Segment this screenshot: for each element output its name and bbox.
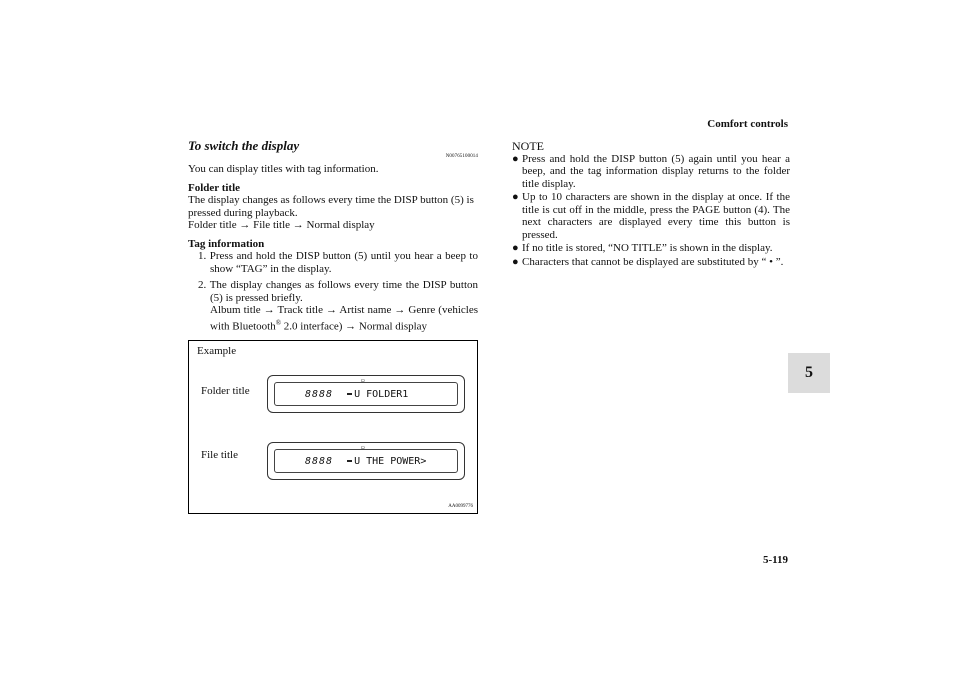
note-list xyxy=(512,153,790,269)
note-text: Up to 10 characters are shown in the display at once. If the title is cut off in the middle, press the PAGE button (4). The next characters are displayed every time this button is pressed. xyxy=(522,191,790,241)
note-text: Characters that cannot be displayed are substituted by “ • ”. xyxy=(522,255,784,268)
display-digits: 8888 xyxy=(305,388,334,400)
left-column xyxy=(188,140,478,337)
list-item xyxy=(512,153,790,191)
note-text: Press and hold the DISP button (5) again until you hear a beep, and the tag information display returns to the folder title display. xyxy=(522,152,790,190)
figure-label-folder: Folder title xyxy=(201,385,250,397)
display-text: U FOLDER1 xyxy=(354,388,409,400)
display-screen xyxy=(274,444,458,473)
display-screen xyxy=(274,377,458,406)
registered-mark: ® xyxy=(275,318,282,327)
figure-code: AA0099776 xyxy=(448,504,473,509)
display-text: U THE POWER> xyxy=(354,455,427,467)
dash-icon xyxy=(347,460,352,462)
list-item xyxy=(188,279,478,333)
bullet-icon: ● xyxy=(512,152,519,165)
folder-body: The display changes as follows every time the DISP button (5) is pressed during playback. xyxy=(188,194,474,219)
intro-text: You can display titles with tag information. xyxy=(188,163,379,175)
display-figure xyxy=(188,340,478,514)
page-number: 5-119 xyxy=(762,554,788,566)
step-1: 1. Press and hold the DISP button (5) until you hear a beep to show “TAG” in the display. xyxy=(198,250,478,275)
figure-example-label: Example xyxy=(197,345,237,357)
section-title: To switch the display xyxy=(188,138,300,153)
folder-title-heading: Folder title xyxy=(188,181,241,194)
list-item xyxy=(188,250,478,275)
list-item xyxy=(512,256,790,269)
figure-label-file: File title xyxy=(201,449,238,461)
dash-icon xyxy=(347,393,352,395)
tag-steps xyxy=(188,250,478,333)
note-title: NOTE xyxy=(512,139,544,153)
step-2-seq-a: Album title → Track title → Artist name → Genre (vehicles with Bluetooth xyxy=(210,304,478,333)
step-2: 2. The display changes as follows every time the DISP button (5) is pressed briefly. xyxy=(198,279,478,304)
display-digits: 8888 xyxy=(305,455,334,467)
folder-sequence: Folder title → File title → Normal display xyxy=(188,219,375,231)
note-text: If no title is stored, “NO TITLE” is shown in the display. xyxy=(522,242,773,254)
display-panel-file xyxy=(267,442,465,480)
running-header: Comfort controls xyxy=(707,118,788,130)
list-item xyxy=(512,242,790,255)
bullet-icon: ● xyxy=(512,255,519,268)
bullet-icon: ● xyxy=(512,191,519,203)
folder-indicator-icon: ▭ xyxy=(361,444,365,451)
display-panel-folder xyxy=(267,375,465,413)
step-2-seq-c: 2.0 interface) → Normal display xyxy=(281,320,428,333)
bullet-icon: ● xyxy=(512,242,519,254)
chapter-tab xyxy=(788,353,830,393)
note-column xyxy=(512,140,790,269)
tag-heading: Tag information xyxy=(188,237,265,250)
section-code: N00765100014 xyxy=(445,153,478,159)
chapter-number: 5 xyxy=(805,364,813,381)
step-2-sequence xyxy=(210,304,478,333)
folder-indicator-icon: ▭ xyxy=(361,377,365,384)
list-item xyxy=(512,191,790,241)
